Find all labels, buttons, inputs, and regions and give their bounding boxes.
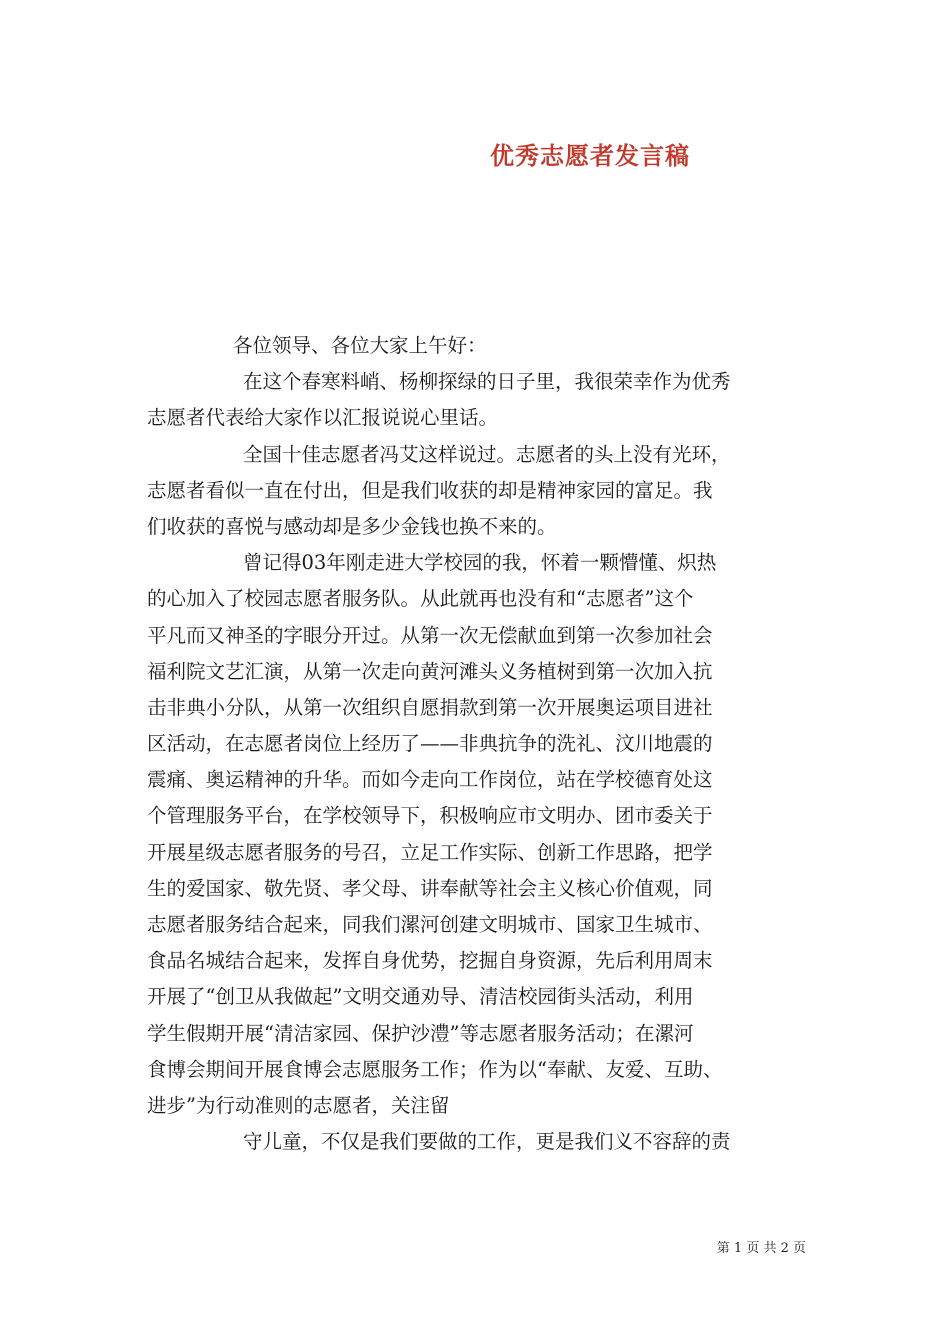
body-text-line: 志愿者服务结合起来，同我们漯河创建文明城市、国家卫生城市、 xyxy=(147,913,713,936)
body-text-line: 各位领导、各位大家上午好： xyxy=(233,334,487,357)
body-text-line: 开展了“创卫从我做起”文明交通劝导、清洁校园街头活动，利用 xyxy=(147,985,694,1009)
body-text-line: 志愿者看似一直在付出，但是我们收获的却是精神家园的富足。我 xyxy=(147,478,713,502)
body-text-line: 福利院文艺汇演，从第一次走向黄河滩头义务植树到第一次加入抗 xyxy=(147,659,713,683)
body-text-line: 开展星级志愿者服务的号召，立足工作实际、创新工作思路，把学 xyxy=(147,840,713,864)
body-text-line: 震痛、奥运精神的升华。而如今走向工作岗位，站在学校德育处这 xyxy=(147,768,713,792)
body-text-line: 食品名城结合起来，发挥自身优势，挖掘自身资源，先后利用周末 xyxy=(147,949,713,973)
body-text-line: 平凡而又神圣的字眼分开过。从第一次无偿献血到第一次参加社会 xyxy=(147,623,713,647)
body-text-line: 们收获的喜悦与感动却是多少金钱也换不来的。 xyxy=(147,514,557,538)
document-body xyxy=(147,328,807,1160)
page-title: 优秀志愿者发言稿 xyxy=(490,141,690,170)
body-text-line: 的心加入了校园志愿者服务队。从此就再也没有和“志愿者”这个 xyxy=(147,587,694,611)
body-text-line: 在这个春寒料峭、杨柳探绿的日子里，我很荣幸作为优秀 xyxy=(243,370,731,394)
body-text-line: 区活动，在志愿者岗位上经历了——非典抗争的洗礼、汶川地震的 xyxy=(147,732,713,756)
body-text-line: 食博会期间开展食博会志愿服务工作；作为以“奉献、友爱、互助、 xyxy=(147,1057,723,1081)
body-text-line: 全国十佳志愿者冯艾这样说过。志愿者的头上没有光环， xyxy=(243,442,731,466)
body-text-line: 进步”为行动准则的志愿者，关注留 xyxy=(147,1093,450,1117)
body-text-line: 击非典小分队，从第一次组织自愿捐款到第一次开展奥运项目进社 xyxy=(147,695,713,719)
body-text-line: 生的爱国家、敬先贤、孝父母、讲奉献等社会主义核心价值观，同 xyxy=(147,876,713,900)
body-text-line: 志愿者代表给大家作以汇报说说心里话。 xyxy=(147,406,499,430)
body-text-line: 个管理服务平台，在学校领导下，积极响应市文明办、团市委关于 xyxy=(147,804,713,828)
body-text-line: 曾记得03年刚走进大学校园的我，怀着一颗懵懂、炽热 xyxy=(243,551,717,575)
body-text-line: 学生假期开展“清洁家园、保护沙澧”等志愿者服务活动；在漯河 xyxy=(147,1021,694,1045)
body-text-line: 守儿童，不仅是我们要做的工作，更是我们义不容辞的责 xyxy=(243,1130,731,1154)
page-number-footer: 第 1 页 共 2 页 xyxy=(716,1241,806,1256)
